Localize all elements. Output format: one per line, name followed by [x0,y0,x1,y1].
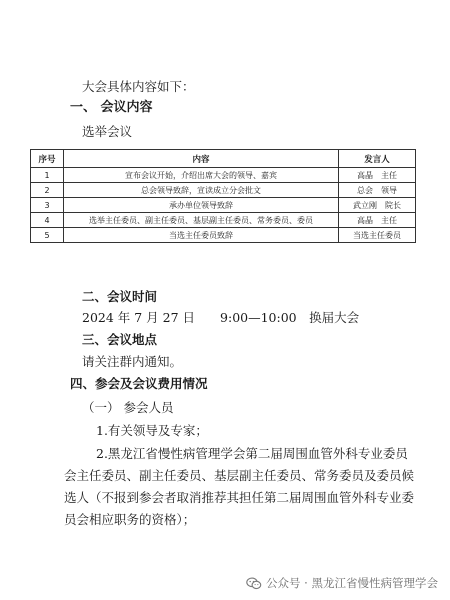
section-2-heading: 二、会议时间 [82,289,158,304]
table-row [31,198,416,213]
row-content: 当选主任委员致辞 [64,228,339,243]
section-4-subheading: （一） 参会人员 [82,400,174,415]
table-row [31,213,416,228]
wechat-icon [246,577,262,590]
row-number: 5 [31,228,64,243]
meeting-time: 2024 年 7 月 27 日 9:00—10:00 换届大会 [82,310,360,325]
agenda-table [30,149,416,243]
row-number: 4 [31,213,64,228]
row-content: 总会领导致辞，宣读成立分会批文 [64,183,339,198]
wechat-watermark [246,575,438,591]
row-speaker: 武立刚 院长 [339,198,416,213]
row-speaker: 高晶 主任 [339,213,416,228]
row-number: 3 [31,198,64,213]
header-content: 内容 [64,150,339,168]
table-header-row [31,150,416,168]
attendee-item-1: 1.有关领导及专家； [96,423,208,438]
table-row [31,228,416,243]
attendee-item-2-line-3: 选人（不报到参会者取消推荐其担任第二届周围血管外科专业委 [64,490,415,505]
section-1-heading: 一、 会议内容 [70,100,153,115]
row-number: 1 [31,168,64,183]
row-number: 2 [31,183,64,198]
row-speaker: 当选主任委员 [339,228,416,243]
attendee-item-2-line-1: 2.黑龙江省慢性病管理学会第二届周围血管外科专业委员 [96,446,408,461]
section-4-heading: 四、参会及会议费用情况 [70,376,208,391]
attendee-item-2-line-4: 员会相应职务的资格）； [64,512,196,527]
intro-text: 大会具体内容如下： [82,79,195,94]
row-content: 承办单位领导致辞 [64,198,339,213]
section-1-subtitle: 选举会议 [82,124,133,139]
section-3-heading: 三、会议地点 [82,332,158,347]
watermark-text: 公众号 · 黑龙江省慢性病管理学会 [266,576,438,590]
row-content: 宣布会议开始，介绍出席大会的领导、嘉宾 [64,168,339,183]
meeting-location: 请关注群内通知。 [82,354,183,369]
row-content: 选举主任委员、副主任委员、基层副主任委员、常务委员、委员 [64,213,339,228]
header-speaker: 发言人 [339,150,416,168]
table-row [31,183,416,198]
table-row [31,168,416,183]
row-speaker: 总会 领导 [339,183,416,198]
row-speaker: 高晶 主任 [339,168,416,183]
attendee-item-2-line-2: 会主任委员、副主任委员、基层副主任委员、常务委员及委员候 [64,468,415,483]
header-number: 序号 [31,150,64,168]
